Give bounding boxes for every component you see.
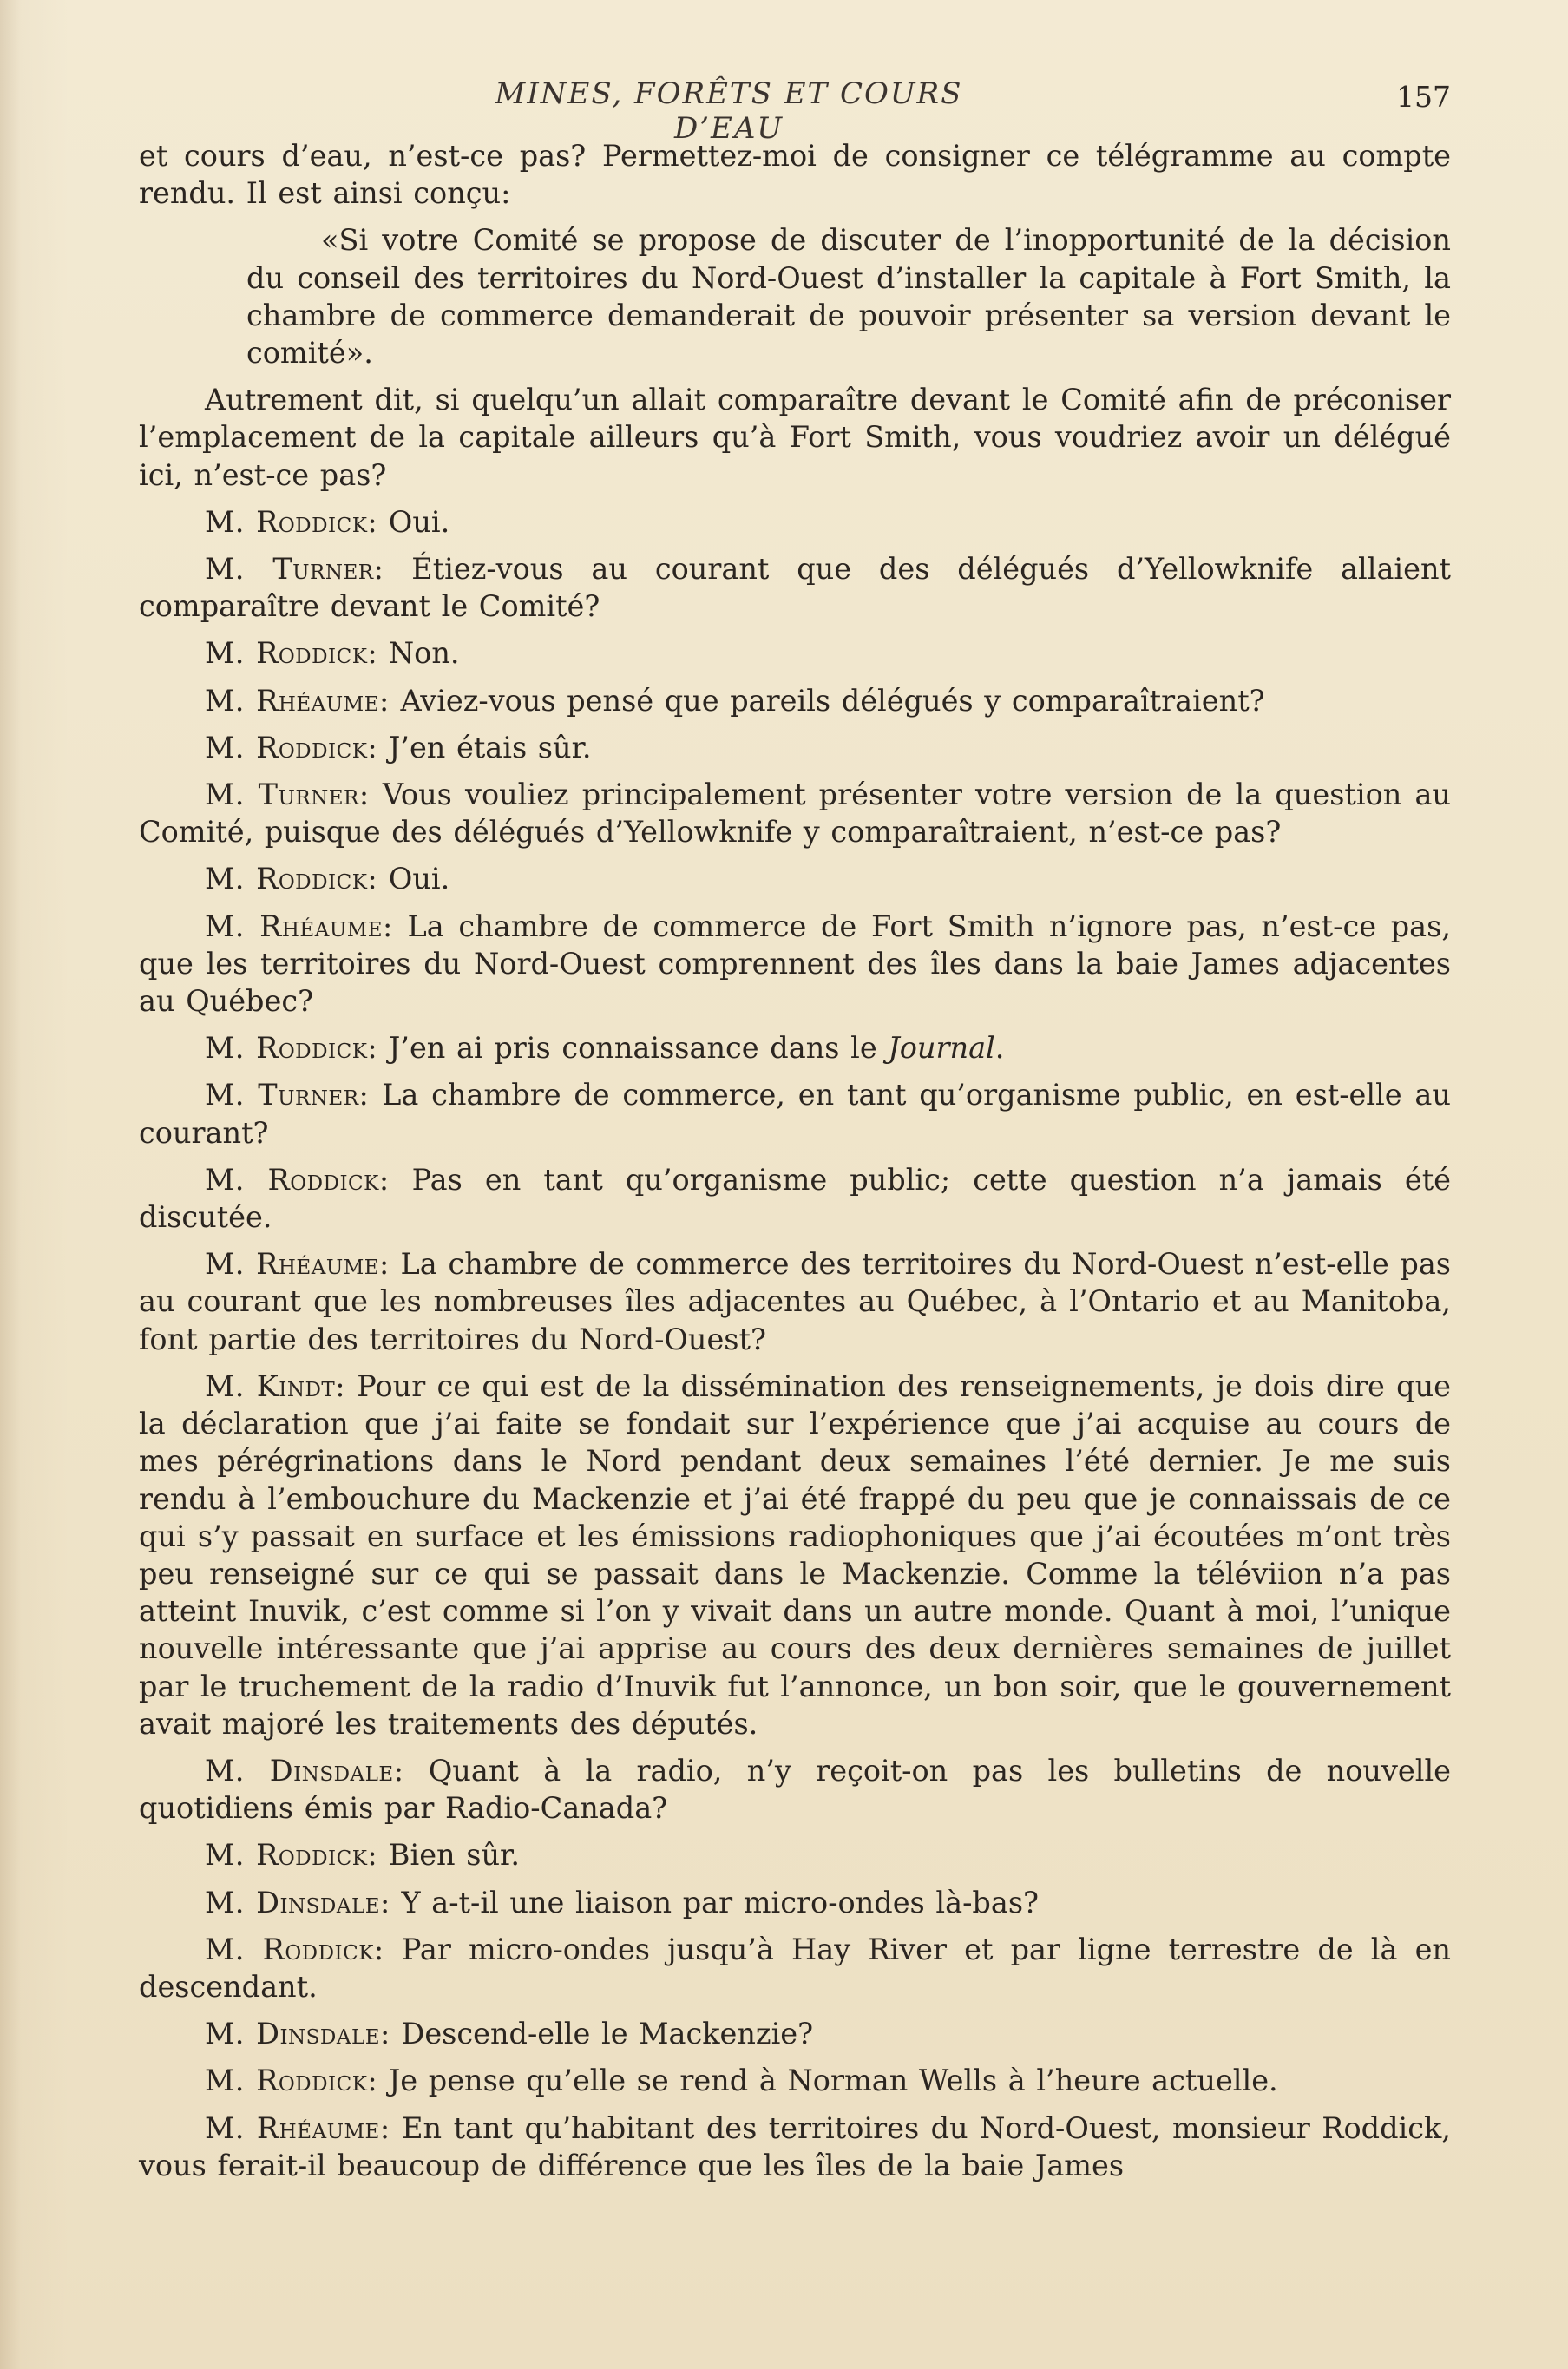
speaker-name: M. Roddick:: [205, 1162, 390, 1197]
speaker-name: M. Rhéaume:: [205, 1247, 390, 1282]
speech-text: Descend-elle le Mackenzie?: [390, 2017, 814, 2051]
speech-paragraph: [139, 1161, 1451, 1236]
speaker-name: M. Rhéaume:: [205, 2110, 390, 2145]
speech-paragraph: [139, 1368, 1451, 1742]
speaker-name: M. Roddick:: [205, 730, 378, 765]
speech-paragraph: [139, 503, 1451, 541]
speaker-name: M. Roddick:: [205, 636, 378, 671]
speaker-name: M. Dinsdale:: [205, 1753, 404, 1788]
speech-paragraph: [139, 1245, 1451, 1358]
speaker-name: M. Rhéaume:: [205, 909, 393, 943]
speech-text: Pour ce qui est de la dissémination des renseignements, je dois dire que la déclaration que j’ai faite se fondait sur l’expérience que j’ai acquise au cours de mes pérégrinations dans le Nord pendant deux semaines l’été dernier. Je me suis rendu à l’embouchure du Mackenzie et j’ai été frappé du peu que je connaissais de ce qui s’y passait en surface et les émissions radiophoniques que j’ai écoutées m’ont très peu renseigné sur ce qui se passait dans le Mackenzie. Comme la téléviion n’a pas atteint Inuvik, c’est comme si l’on y vivait dans un autre monde. Quant à moi, l’unique nouvelle intéressante que j’ai apprise au cours des deux dernières semaines de juillet par le truchement de la radio d’Inuvik fut l’annonce, un bon soir, que le gouvernement avait majoré les traitements des députés.: [139, 1368, 1451, 1741]
speech-text: Oui.: [377, 862, 450, 896]
speaker-name: M. Turner:: [205, 552, 384, 587]
speech-paragraph: [139, 1076, 1451, 1151]
speaker-name: M. Turner:: [205, 1078, 370, 1112]
speaker-name: M. Dinsdale:: [205, 2017, 390, 2051]
telegram-quote: «Si votre Comité se propose de discuter de l’inopportunité de la décision du conseil des territoires du Nord-Ouest d’installer la capitale à Fort Smith, la chambre de commerce demanderait de pouvoir présenter sa version devant le comité».: [246, 223, 1451, 371]
speech-paragraph: [139, 1931, 1451, 2005]
speech-text: Aviez-vous pensé que pareils délégués y comparaîtraient?: [389, 683, 1265, 718]
running-title: MINES, FORÊTS ET COURS D’EAU: [495, 76, 963, 146]
speech-text: J’en ai pris connaissance dans le: [377, 1031, 889, 1066]
speech-paragraph: [139, 2110, 1451, 2184]
speech-paragraph: [139, 1752, 1451, 1827]
speech-text: .: [994, 1031, 1005, 1066]
speech-text: Pas en tant qu’organisme public; cette question n’a jamais été discutée.: [139, 1162, 1451, 1235]
speech-text: Oui.: [377, 504, 450, 539]
speech-text: En tant qu’habitant des territoires du Nord-Ouest, monsieur Roddick, vous ferait-il beaucoup de différence que les îles de la baie James: [139, 2110, 1451, 2182]
speaker-name: M. Roddick:: [205, 862, 378, 896]
speech-text: Par micro-ondes jusqu’à Hay River et par ligne terrestre de là en descendant.: [139, 1932, 1451, 2004]
journal-title: Journal: [888, 1031, 995, 1066]
speech-paragraph: [139, 2015, 1451, 2052]
speech-paragraph: [139, 908, 1451, 1020]
speaker-name: M. Turner:: [205, 778, 370, 812]
speech-paragraph: [139, 860, 1451, 897]
speech-paragraph: [139, 729, 1451, 766]
speech-text: La chambre de commerce, en tant qu’organisme public, en est-elle au courant?: [139, 1078, 1451, 1150]
speaker-name: M. Roddick:: [205, 2064, 378, 2098]
speech-paragraph: [139, 1836, 1451, 1874]
speaker-name: M. Dinsdale:: [205, 1885, 390, 1919]
speech-text: Y a-t-il une liaison par micro-ondes là-bas?: [390, 1885, 1039, 1919]
speech-paragraph: [139, 634, 1451, 672]
speech-text: Non.: [377, 636, 460, 671]
paragraph-followup: Autrement dit, si quelqu’un allait comparaître devant le Comité afin de préconiser l’emplacement de la capitale ailleurs qu’à Fort Smith, vous voudriez avoir un délégué ici, n’est-ce pas?: [139, 383, 1451, 492]
speech-paragraph: [139, 1884, 1451, 1921]
speech-text: Bien sûr.: [377, 1838, 520, 1873]
speech-text: J’en étais sûr.: [377, 730, 592, 765]
speech-paragraph: [139, 682, 1451, 719]
page-number: 157: [1396, 80, 1451, 114]
speech-paragraph: [139, 776, 1451, 850]
speaker-name: M. Roddick:: [205, 504, 378, 539]
page-header: [139, 66, 1451, 146]
speech-text: Je pense qu’elle se rend à Norman Wells à l’heure actuelle.: [377, 2064, 1278, 2098]
speech-text: La chambre de commerce de Fort Smith n’ignore pas, n’est-ce pas, que les territoires du Nord-Ouest comprennent des îles dans la baie James adjacentes au Québec?: [139, 909, 1451, 1019]
speaker-name: M. Roddick:: [205, 1838, 378, 1873]
speech-text: Quant à la radio, n’y reçoit-on pas les bulletins de nouvelle quotidiens émis par Radio-Canada?: [139, 1753, 1451, 1826]
speech-text: La chambre de commerce des territoires du Nord-Ouest n’est-elle pas au courant que les nombreuses îles adjacentes au Québec, à l’Ontario et au Manitoba, font partie des territoires du Nord-Ouest?: [139, 1247, 1451, 1356]
speaker-name: M. Kindt:: [205, 1368, 346, 1403]
transcript-body: [139, 137, 1451, 2280]
speaker-name: M. Rhéaume:: [205, 683, 390, 718]
speech-text: Étiez-vous au courant que des délégués d’Yellowknife allaient comparaître devant le Comité?: [139, 552, 1451, 624]
speech-paragraph: [139, 2062, 1451, 2099]
speech-paragraph: [139, 550, 1451, 625]
speech-paragraph: [139, 1029, 1451, 1066]
speaker-name: M. Roddick:: [205, 1031, 378, 1066]
speaker-name: M. Roddick:: [205, 1932, 384, 1966]
paragraph-continuation: et cours d’eau, n’est-ce pas? Permettez-moi de consigner ce télégramme au compte rendu. Il est ainsi conçu:: [139, 139, 1451, 211]
speech-text: Vous vouliez principalement présenter votre version de la question au Comité, puisque des délégués d’Yellowknife y comparaîtraient, n’est-ce pas?: [139, 778, 1452, 850]
